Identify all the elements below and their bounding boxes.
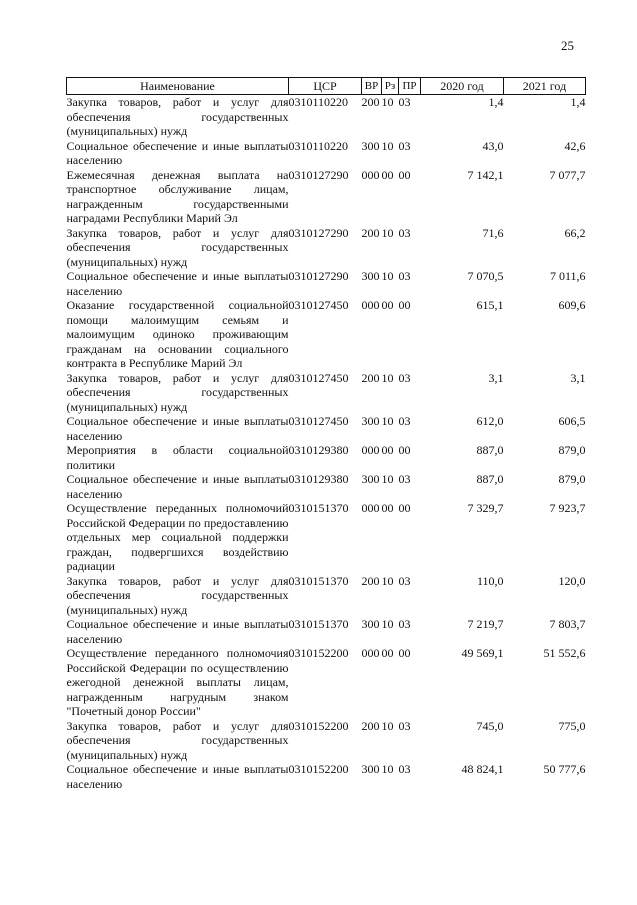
row-2020-value-cell: 7 219,7 [467,617,504,631]
row-vr-cell: 300 [361,762,380,776]
row-rz-cell: 10 [381,617,394,631]
row-rz-cell: 10 [381,718,394,733]
row-csr-cell: 0310152200 [288,646,349,660]
row-vr-cell: 200 [361,573,380,588]
row-rz-cell: 10 [381,414,394,428]
row-pr-cell: 03 [398,617,411,631]
table-row [67,95,586,139]
column-header-name: Наименование [67,78,289,95]
row-2021-value-cell: 1,4 [570,95,586,109]
row-vr-cell: 200 [361,95,380,109]
row-2020-value-cell: 7 070,5 [467,269,504,283]
row-csr-cell: 0310151370 [288,573,349,588]
row-2020-value-cell: 7 142,1 [467,167,504,182]
row-rz-cell: 10 [381,269,394,283]
row-name-cell: Социальное обеспечение и иные выплаты населению [66,138,289,167]
row-2021-value-cell: 66,2 [564,225,586,240]
table-row [67,646,586,719]
table-row [67,719,586,763]
row-name-cell: Осуществление переданного полномочия Российской Федерации по осуществлению ежегодной денежной выплаты лицам, награжденным нагрудным знаком "Почетный донор России" [66,646,289,718]
row-2021-value-cell: 7 923,7 [549,501,586,515]
row-rz-cell: 00 [381,167,394,182]
row-2021-value-cell: 7 077,7 [549,167,586,182]
table-row [67,139,586,168]
row-rz-cell: 00 [381,501,394,515]
row-vr-cell: 300 [361,138,380,153]
column-header-2021: 2021 год [504,78,586,95]
row-2020-value-cell: 745,0 [476,718,504,733]
row-csr-cell: 0310152200 [288,718,349,733]
row-csr-cell: 0310110220 [288,138,349,153]
row-vr-cell: 200 [361,718,380,733]
table-header-row [67,78,586,95]
row-pr-cell: 00 [398,298,411,312]
row-csr-cell: 0310127450 [288,370,349,385]
row-2021-value-cell: 879,0 [558,472,586,486]
row-2020-value-cell: 48 824,1 [461,762,504,776]
row-pr-cell: 00 [398,646,411,660]
row-csr-cell: 0310127450 [288,298,349,312]
row-2021-value-cell: 7 803,7 [549,617,586,631]
row-pr-cell: 03 [398,95,411,109]
row-vr-cell: 000 [361,298,380,312]
budget-table [66,77,586,791]
row-2020-value-cell: 49 569,1 [461,646,504,660]
table-row [67,414,586,443]
row-csr-cell: 0310152200 [288,762,349,776]
table-row [67,168,586,226]
row-vr-cell: 300 [361,269,380,283]
row-csr-cell: 0310129380 [288,443,349,457]
row-name-cell: Социальное обеспечение и иные выплаты населению [66,472,289,501]
row-name-cell: Закупка товаров, работ и услуг для обеспечения государственных (муниципальных) нужд [66,370,289,414]
row-name-cell: Закупка товаров, работ и услуг для обеспечения государственных (муниципальных) нужд [66,573,289,617]
row-name-cell: Закупка товаров, работ и услуг для обеспечения государственных (муниципальных) нужд [66,95,289,138]
row-name-cell: Ежемесячная денежная выплата на транспортное обслуживание лицам, награжденным государственными наградами Республики Марий Эл [66,167,289,225]
table-row [67,501,586,574]
column-header-pr: ПР [399,78,421,95]
row-pr-cell: 03 [398,472,411,486]
row-name-cell: Мероприятия в области социальной политики [66,443,289,472]
row-pr-cell: 03 [398,138,411,153]
row-2020-value-cell: 7 329,7 [467,501,504,515]
column-header-2020: 2020 год [421,78,504,95]
row-name-cell: Закупка товаров, работ и услуг для обеспечения государственных (муниципальных) нужд [66,718,289,762]
row-pr-cell: 03 [398,370,411,385]
row-pr-cell: 00 [398,501,411,515]
row-csr-cell: 0310129380 [288,472,349,486]
row-pr-cell: 03 [398,269,411,283]
row-vr-cell: 300 [361,617,380,631]
table-body [67,95,586,792]
row-2020-value-cell: 887,0 [476,443,504,457]
column-header-rz: Рз [382,78,399,95]
table-row [67,443,586,472]
row-2021-value-cell: 3,1 [570,370,586,385]
row-2020-value-cell: 43,0 [482,138,504,153]
row-name-cell: Осуществление переданных полномочий Российской Федерации по предоставлению отдельных мер социальной поддержки граждан, подвергшихся воздействию радиации [66,501,289,573]
table-row [67,617,586,646]
row-csr-cell: 0310127290 [288,269,349,283]
row-rz-cell: 00 [381,298,394,312]
row-2021-value-cell: 51 552,6 [543,646,586,660]
row-2021-value-cell: 606,5 [558,414,586,428]
row-csr-cell: 0310127450 [288,414,349,428]
row-2020-value-cell: 1,4 [488,95,504,109]
row-rz-cell: 00 [381,646,394,660]
row-rz-cell: 10 [381,370,394,385]
row-csr-cell: 0310110220 [288,95,349,109]
row-csr-cell: 0310151370 [288,501,349,515]
column-header-vr: ВР [362,78,382,95]
row-2021-value-cell: 879,0 [558,443,586,457]
row-vr-cell: 000 [361,443,380,457]
row-pr-cell: 03 [398,573,411,588]
row-2020-value-cell: 887,0 [476,472,504,486]
row-vr-cell: 000 [361,167,380,182]
row-name-cell: Социальное обеспечение и иные выплаты населению [66,414,289,443]
row-2021-value-cell: 775,0 [558,718,586,733]
row-rz-cell: 10 [381,225,394,240]
row-2021-value-cell: 120,0 [558,573,586,588]
column-header-csr: ЦСР [289,78,362,95]
row-vr-cell: 200 [361,225,380,240]
table-row [67,472,586,501]
table-row [67,298,586,371]
row-2020-value-cell: 3,1 [488,370,504,385]
row-pr-cell: 03 [398,414,411,428]
row-2020-value-cell: 71,6 [482,225,504,240]
table-row [67,574,586,618]
row-rz-cell: 10 [381,95,394,109]
row-rz-cell: 10 [381,138,394,153]
row-pr-cell: 00 [398,443,411,457]
table-row [67,762,586,791]
row-rz-cell: 10 [381,472,394,486]
row-2021-value-cell: 609,6 [558,298,586,312]
row-vr-cell: 000 [361,501,380,515]
row-2021-value-cell: 42,6 [564,138,586,153]
row-pr-cell: 03 [398,225,411,240]
row-2020-value-cell: 612,0 [476,414,504,428]
row-csr-cell: 0310151370 [288,617,349,631]
row-2020-value-cell: 615,1 [476,298,504,312]
row-vr-cell: 200 [361,370,380,385]
table-row [67,269,586,298]
row-name-cell: Оказание государственной социальной помощи малоимущим семьям и малоимущим одиноко проживающим гражданам на основании социального контракта в Республике Марий Эл [66,298,289,370]
row-vr-cell: 000 [361,646,380,660]
row-name-cell: Социальное обеспечение и иные выплаты населению [66,269,289,298]
row-pr-cell: 03 [398,762,411,776]
page-number: 25 [561,38,574,53]
row-pr-cell: 03 [398,718,411,733]
row-rz-cell: 10 [381,762,394,776]
row-2021-value-cell: 7 011,6 [549,269,586,283]
row-vr-cell: 300 [361,414,380,428]
row-name-cell: Социальное обеспечение и иные выплаты населению [66,617,289,646]
row-csr-cell: 0310127290 [288,225,349,240]
row-2020-value-cell: 110,0 [476,573,504,588]
row-name-cell: Социальное обеспечение и иные выплаты населению [66,762,289,791]
table-row [67,226,586,270]
row-pr-cell: 00 [398,167,411,182]
row-vr-cell: 300 [361,472,380,486]
table-row [67,371,586,415]
row-csr-cell: 0310127290 [288,167,349,182]
row-name-cell: Закупка товаров, работ и услуг для обеспечения государственных (муниципальных) нужд [66,225,289,269]
row-2021-value-cell: 50 777,6 [543,762,586,776]
row-rz-cell: 10 [381,573,394,588]
row-rz-cell: 00 [381,443,394,457]
